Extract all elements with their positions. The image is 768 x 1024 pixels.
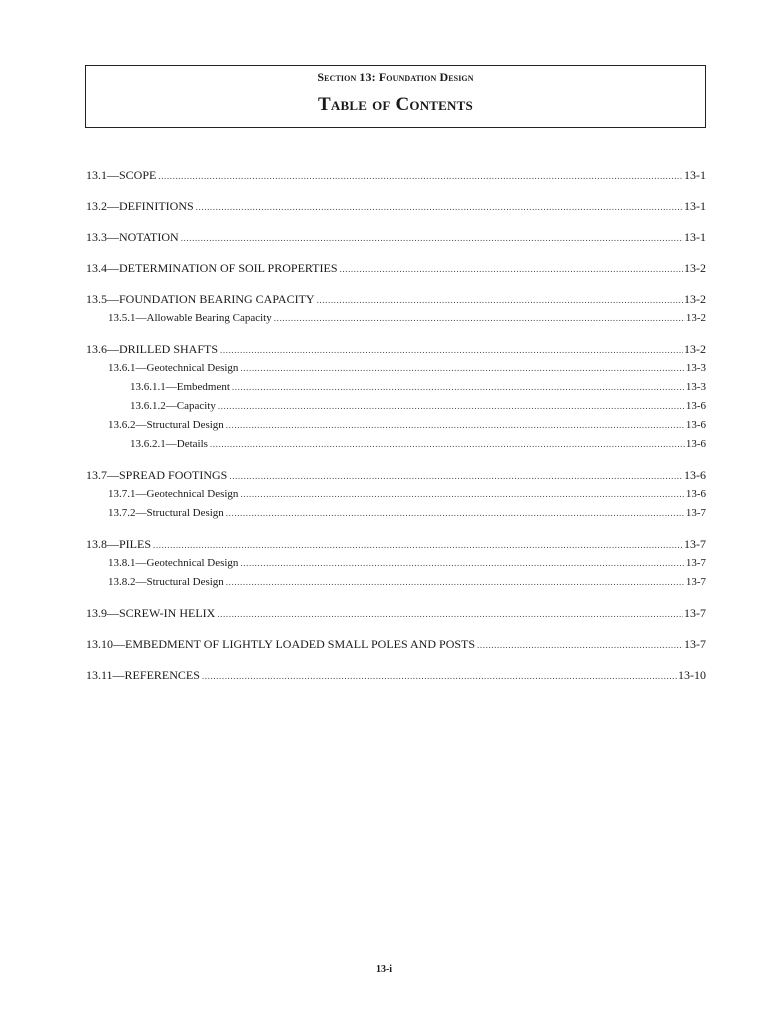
toc-entry[interactable] (86, 635, 706, 654)
dot-leader (220, 341, 683, 360)
toc-entry-label: 13.11—REFERENCES (86, 668, 200, 682)
toc-entry-page: 13-10 (678, 668, 706, 682)
toc-entry-page: 13-2 (685, 312, 706, 324)
toc-entry-page: 13-6 (685, 400, 706, 412)
dot-leader (226, 416, 685, 435)
table-of-contents (86, 166, 706, 685)
toc-entry-label: 13.8.1—Geotechnical Design (108, 557, 239, 569)
toc-entry-page: 13-1 (684, 168, 706, 182)
toc-entry-label: 13.8—PILES (86, 537, 152, 551)
toc-entry-label: 13.6.1.1—Embedment (130, 381, 230, 393)
toc-entry-page: 13-7 (684, 606, 706, 620)
dot-leader (477, 636, 683, 655)
dot-leader (217, 605, 683, 624)
toc-entry-page: 13-6 (684, 468, 706, 482)
toc-entry[interactable] (86, 416, 706, 435)
toc-entry[interactable] (86, 166, 706, 185)
toc-entry-label: 13.6.2.1—Details (130, 438, 208, 450)
toc-entry-label: 13.3—NOTATION (86, 230, 179, 244)
page-number: 13-i (375, 964, 393, 975)
toc-entry-label: 13.2—DEFINITIONS (86, 199, 194, 213)
dot-leader (181, 229, 683, 248)
dot-leader (240, 485, 684, 504)
toc-entry[interactable] (86, 485, 706, 504)
toc-entry-page: 13-3 (685, 362, 706, 374)
toc-entry-page: 13-7 (685, 576, 706, 588)
toc-title: Table of Contents (318, 94, 473, 115)
dot-leader (202, 667, 677, 686)
toc-entry-label: 13.6.1—Geotechnical Design (108, 362, 239, 374)
dot-leader (229, 467, 683, 486)
toc-entry-page: 13-6 (685, 488, 706, 500)
toc-entry[interactable] (86, 435, 706, 454)
section-header-box (85, 65, 706, 128)
dot-leader (240, 554, 684, 573)
toc-entry-label: 13.4—DETERMINATION OF SOIL PROPERTIES (86, 261, 338, 275)
dot-leader (153, 536, 683, 555)
toc-entry-page: 13-7 (684, 537, 706, 551)
toc-entry[interactable] (86, 504, 706, 523)
toc-entry-label: 13.7—SPREAD FOOTINGS (86, 468, 228, 482)
toc-entry[interactable] (86, 397, 706, 416)
toc-entry[interactable] (86, 666, 706, 685)
toc-entry-page: 13-2 (684, 342, 706, 356)
toc-entry-page: 13-7 (685, 507, 706, 519)
toc-entry[interactable] (86, 554, 706, 573)
toc-entry[interactable] (86, 378, 706, 397)
toc-entry[interactable] (86, 535, 706, 554)
toc-entry-page: 13-7 (684, 637, 706, 651)
toc-entry-page: 13-3 (685, 381, 706, 393)
toc-entry-label: 13.8.2—Structural Design (108, 576, 224, 588)
toc-entry-page: 13-6 (685, 438, 706, 450)
toc-entry-label: 13.10—EMBEDMENT OF LIGHTLY LOADED SMALL POLES AND POSTS (86, 637, 476, 651)
toc-entry[interactable] (86, 309, 706, 328)
toc-entry[interactable] (86, 228, 706, 247)
dot-leader (232, 378, 685, 397)
toc-entry-page: 13-6 (685, 419, 706, 431)
toc-entry-page: 13-1 (684, 199, 706, 213)
toc-entry-label: 13.6—DRILLED SHAFTS (86, 342, 219, 356)
toc-entry[interactable] (86, 604, 706, 623)
toc-entry[interactable] (86, 573, 706, 592)
dot-leader (196, 198, 683, 217)
toc-entry-label: 13.5.1—Allowable Bearing Capacity (108, 312, 272, 324)
dot-leader (240, 359, 684, 378)
toc-entry-label: 13.6.2—Structural Design (108, 419, 224, 431)
dot-leader (317, 291, 683, 310)
toc-entry[interactable] (86, 340, 706, 359)
toc-entry-label: 13.7.1—Geotechnical Design (108, 488, 239, 500)
dot-leader (218, 397, 685, 416)
toc-entry-label: 13.5—FOUNDATION BEARING CAPACITY (86, 292, 315, 306)
toc-entry[interactable] (86, 359, 706, 378)
dot-leader (274, 309, 685, 328)
toc-entry-label: 13.7.2—Structural Design (108, 507, 224, 519)
toc-entry-page: 13-1 (684, 230, 706, 244)
toc-entry-page: 13-2 (684, 261, 706, 275)
dot-leader (158, 167, 683, 186)
dot-leader (340, 260, 683, 279)
toc-entry-label: 13.9—SCREW-IN HELIX (86, 606, 216, 620)
toc-entry[interactable] (86, 290, 706, 309)
dot-leader (210, 435, 685, 454)
toc-entry[interactable] (86, 197, 706, 216)
toc-entry-page: 13-2 (684, 292, 706, 306)
dot-leader (226, 504, 685, 523)
section-title: Section 13: Foundation Design (317, 70, 474, 84)
toc-entry[interactable] (86, 466, 706, 485)
toc-entry-label: 13.6.1.2—Capacity (130, 400, 216, 412)
toc-entry-label: 13.1—SCOPE (86, 168, 157, 182)
toc-entry[interactable] (86, 259, 706, 278)
dot-leader (226, 573, 685, 592)
toc-entry-page: 13-7 (685, 557, 706, 569)
